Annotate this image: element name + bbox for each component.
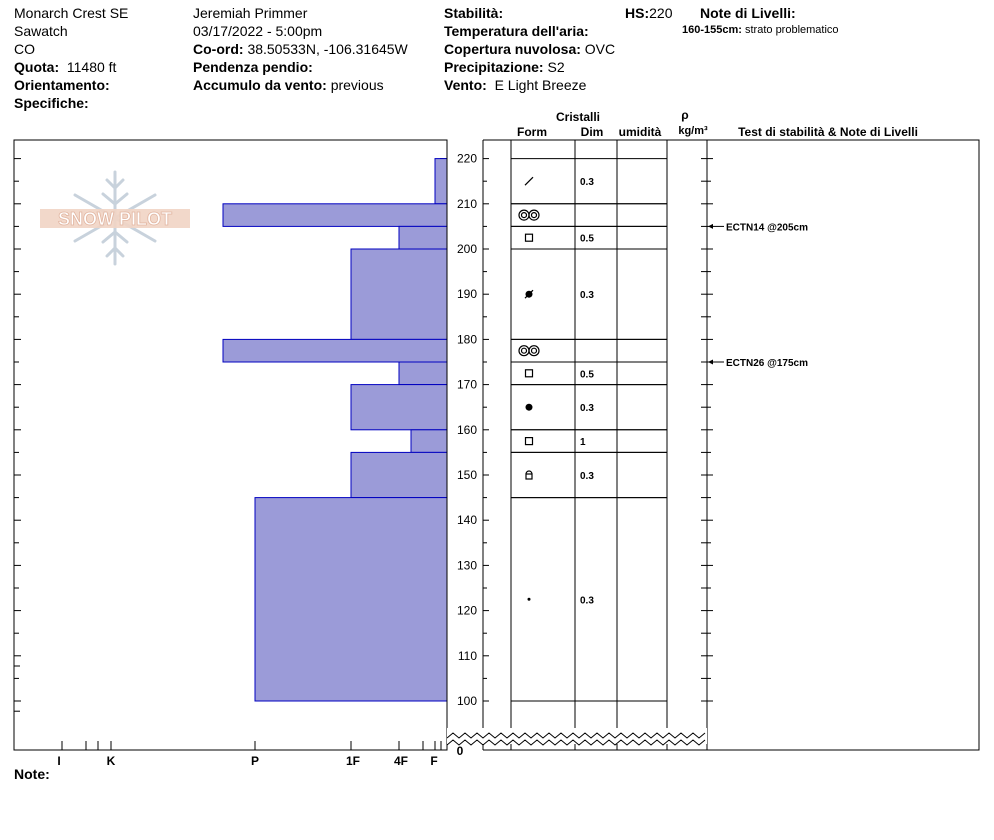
crystal-form (526, 370, 533, 377)
layer-note-text: strato problematico (745, 24, 839, 36)
surface-hoar-icon (532, 348, 537, 353)
crystal-dim: 0.5 (580, 233, 594, 245)
coord-value: 38.50533N, -106.31645W (247, 41, 408, 57)
observer-name: Jeremiah Primmer (193, 5, 308, 21)
quota-value: 11480 ft (66, 59, 117, 75)
crystal-form (525, 177, 533, 185)
hardness-bar (399, 362, 447, 385)
surface-hoar-icon (519, 210, 529, 220)
y-tick-label: 210 (456, 196, 477, 211)
crystal-form (528, 598, 531, 601)
stability-tests (708, 222, 808, 369)
stability-arrow-head (708, 360, 713, 365)
hardness-bar (435, 159, 447, 204)
hardness-axis-labels (57, 741, 441, 768)
state-name: CO (14, 41, 35, 57)
y-axis (457, 152, 489, 758)
hardness-bar (223, 339, 447, 362)
stability-test-label: ECTN14 @205cm (726, 222, 809, 234)
hardness-bars (223, 159, 447, 701)
note-livelli-label: Note di Livelli: (700, 5, 796, 21)
hardness-label: I (57, 754, 61, 768)
y-tick-label: 200 (456, 242, 477, 256)
stability-header: Test di stabilità & Note di Livelli (738, 125, 918, 139)
surface-hoar-icon (522, 213, 527, 218)
faceted-icon (526, 234, 533, 241)
y-tick-label: 100 (456, 694, 477, 708)
axis-break-zigzag (447, 728, 707, 745)
crystal-form (526, 404, 533, 411)
mixed-faceted-icon (526, 474, 532, 479)
specifiche-label: Specifiche: (14, 95, 89, 111)
vento-value: E Light Breeze (494, 77, 587, 93)
surface-hoar-icon (519, 346, 529, 356)
hardness-bar (351, 249, 447, 339)
orientamento-label: Orientamento: (14, 77, 110, 93)
graupel-icon (526, 404, 533, 411)
hardness-bar (351, 452, 447, 497)
hardness-label: P (250, 754, 260, 768)
surface-hoar-icon (529, 346, 539, 356)
y-zero-label: 0 (456, 744, 464, 758)
observation-datetime: 03/17/2022 - 5:00pm (193, 23, 323, 39)
crystal-form (526, 471, 532, 479)
location-name: Monarch Crest SE (14, 5, 129, 21)
crystal-form (526, 438, 533, 445)
range-name: Sawatch (14, 23, 68, 39)
rounded-icon (528, 598, 531, 601)
crystal-dim: 0.3 (580, 177, 594, 189)
y-tick-label: 180 (456, 332, 477, 347)
crystal-form (525, 290, 533, 298)
pendenza-label: Pendenza pendio: (193, 59, 313, 75)
accumulo-label: Accumulo da vento: (193, 77, 327, 93)
crystal-dim: 0.5 (580, 369, 594, 381)
snowpilot-logo (40, 172, 190, 264)
density-unit-header: kg/m³ (678, 125, 708, 137)
stability-test-label: ECTN26 @175cm (726, 358, 809, 369)
y-tick-label: 130 (456, 558, 477, 573)
copertura-value: OVC (584, 41, 616, 57)
hardness-label: K (106, 754, 116, 768)
dim-header: Dim (580, 125, 604, 139)
vento-label: Vento: (444, 77, 487, 93)
faceted-icon (526, 438, 533, 445)
surface-hoar-icon (529, 210, 539, 220)
y-tick-label: 140 (456, 513, 477, 528)
y-tick-label: 120 (456, 603, 477, 618)
temperatura-label: Temperatura dell'aria: (444, 23, 589, 39)
crystal-form (526, 234, 533, 241)
hardness-label: F (430, 754, 438, 768)
stabilita-label: Stabilità: (444, 5, 504, 21)
decomposing-icon (525, 177, 533, 185)
quota-label: Quota: (14, 59, 60, 75)
umidita-header: umidità (618, 125, 662, 139)
surface-hoar-icon (532, 213, 537, 218)
hardness-bar (351, 385, 447, 430)
precip-value: S2 (547, 59, 565, 75)
y-tick-label: 190 (456, 287, 477, 302)
hardness-bar (399, 226, 447, 249)
precip-label: Precipitazione: (444, 59, 544, 75)
cristalli-header: Cristalli (555, 110, 601, 124)
faceted-icon (526, 370, 533, 377)
hardness-label: 1F (345, 754, 361, 768)
note-label: Note: (14, 766, 50, 782)
logo-text: SNOW PILOT (58, 209, 172, 229)
y-tick-label: 220 (456, 151, 477, 166)
hs-value: 220 (649, 5, 673, 21)
hs-label: HS: (625, 5, 650, 21)
hardness-label: 4F (393, 754, 409, 768)
crystal-dim: 0.3 (580, 471, 594, 482)
accumulo-value: previous (330, 77, 384, 93)
crystal-dim: 1 (580, 437, 586, 449)
crystal-dim: 0.3 (580, 290, 594, 302)
copertura-label: Copertura nuvolosa: (444, 41, 581, 57)
layer-note-depth: 160-155cm: (682, 24, 742, 36)
stability-arrow-head (708, 224, 713, 229)
form-header: Form (517, 125, 547, 139)
y-tick-label: 170 (456, 377, 477, 392)
rho-header: ρ (681, 108, 689, 122)
surface-hoar-icon (522, 348, 527, 353)
hardness-bar (223, 204, 447, 227)
hardness-bar (255, 498, 447, 701)
y-tick-label: 150 (456, 468, 477, 482)
y-tick-label: 110 (457, 648, 477, 663)
crystal-rows (511, 159, 667, 701)
y-tick-label: 160 (456, 422, 477, 437)
crystal-dim: 0.3 (580, 595, 594, 607)
crystal-form (519, 346, 539, 356)
coord-label: Co-ord: (193, 41, 244, 57)
crystal-form (519, 210, 539, 220)
crystal-table-grid (483, 140, 707, 750)
crystal-dim: 0.3 (580, 403, 594, 415)
hardness-bar (411, 430, 447, 453)
